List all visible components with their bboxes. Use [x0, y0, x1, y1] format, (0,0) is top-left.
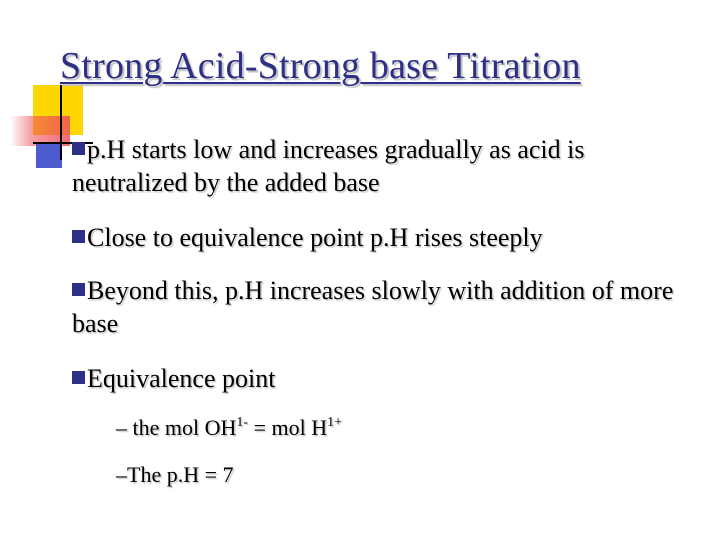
- bullet-item: [72, 133, 692, 199]
- slide-title: Strong Acid-Strong base Titration: [60, 45, 581, 87]
- bullet-text: Close to equivalence point p.H rises steeply: [87, 223, 543, 252]
- bullet-square-icon: [72, 142, 85, 155]
- bullet-text: p.H starts low and increases gradually as acid is neutralized by the added base: [72, 135, 585, 197]
- bullet-text: Equivalence point: [87, 364, 276, 393]
- bullet-item: [72, 362, 692, 395]
- superscript-h-charge: 1+: [327, 415, 342, 430]
- decorative-blue-square: [36, 142, 62, 168]
- bullet-square-icon: [72, 283, 85, 296]
- decorative-vertical-line: [60, 85, 62, 160]
- superscript-oh-charge: 1-: [236, 415, 249, 430]
- bullet-item: [72, 274, 692, 340]
- bullet-text: Beyond this, p.H increases slowly with addition of more base: [72, 276, 674, 338]
- sub-bullet-ph: –The p.H = 7: [116, 462, 234, 487]
- sub-bullet-prefix: – the mol OH: [116, 415, 237, 440]
- sub-bullet-middle: = mol H: [248, 415, 328, 440]
- bullet-item: [72, 221, 692, 254]
- sub-bullet-mol-equation: [116, 414, 342, 442]
- bullet-square-icon: [72, 371, 85, 384]
- bullet-square-icon: [72, 230, 85, 243]
